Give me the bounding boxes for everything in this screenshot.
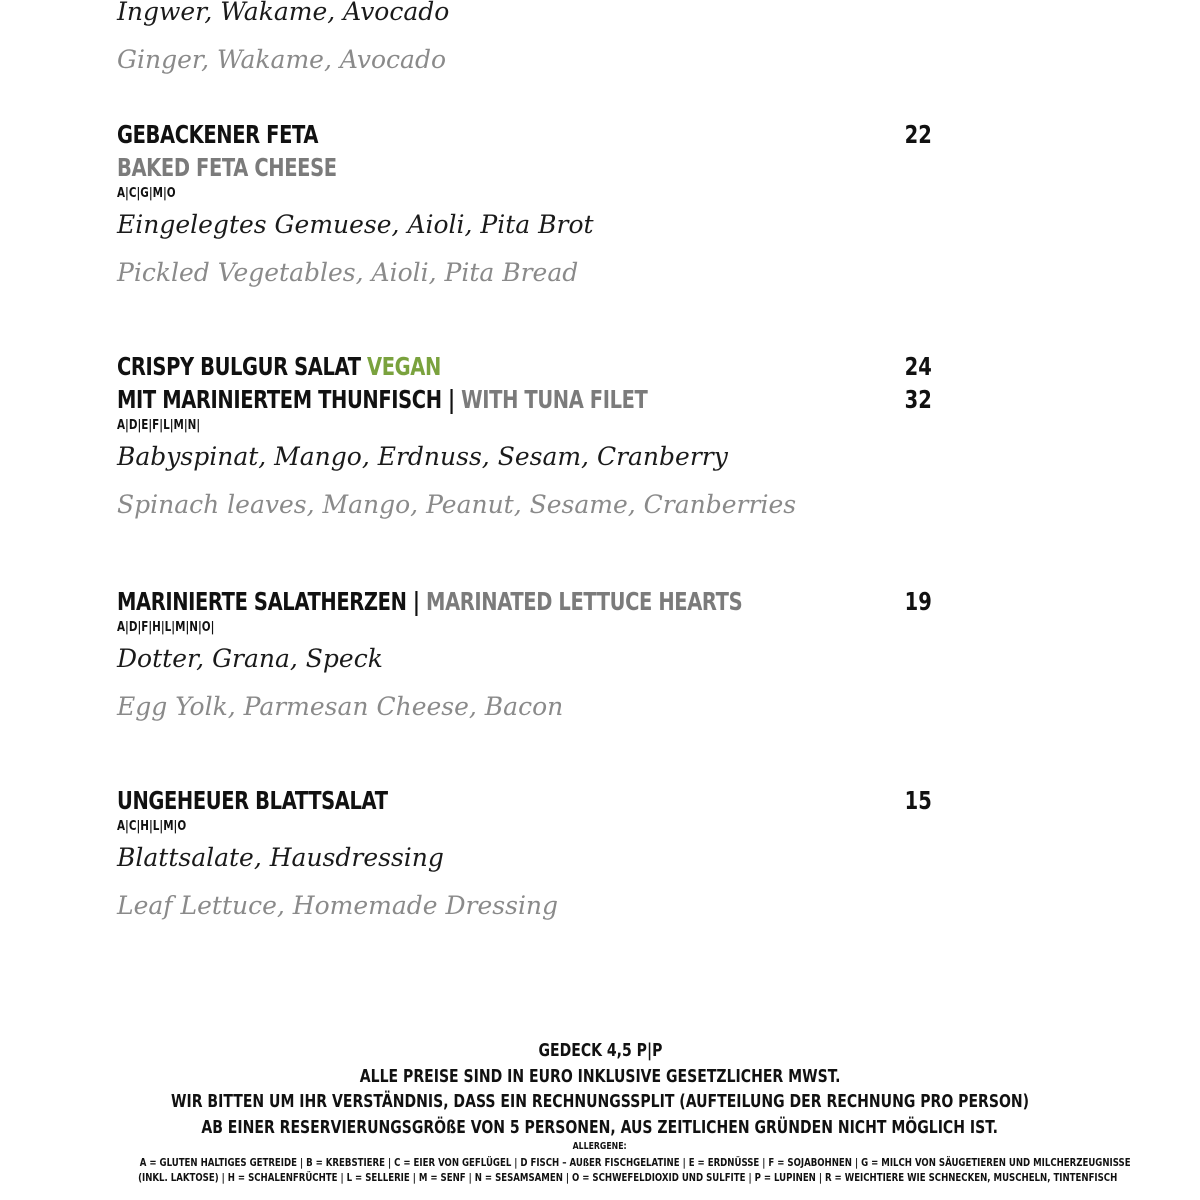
dish-description-de: Ingwer, Wakame, Avocado — [117, 0, 450, 26]
dish-price: 22 — [904, 120, 932, 149]
dish-description-en: Pickled Vegetables, Aioli, Pita Bread — [117, 258, 579, 287]
menu-item-top — [117, 0, 932, 78]
dish-allergens: A|C|G|M|O — [117, 186, 176, 201]
allergens-heading — [0, 1140, 1200, 1153]
split-note-line-2 — [0, 1115, 1200, 1141]
dish-allergens: A|C|H|L|M|O — [117, 819, 187, 834]
dish-allergens: A|D|F|H|L|M|N|O| — [117, 620, 215, 635]
dish-description-en: Ginger, Wakame, Avocado — [117, 45, 447, 74]
prices-note — [0, 1064, 1200, 1090]
dish-description-en: Leaf Lettuce, Homemade Dressing — [117, 891, 559, 920]
dish-title-row — [117, 585, 932, 618]
dish-title: UNGEHEUER BLATTSALAT — [117, 786, 388, 815]
vegan-badge: VEGAN — [367, 352, 441, 381]
menu-footer — [0, 1038, 1200, 1185]
dish-title-en: BAKED FETA CHEESE — [117, 153, 337, 182]
allergens-heading-text: ALLERGENE: — [572, 1141, 628, 1152]
dish-description-de: Blattsalate, Hausdressing — [117, 843, 444, 872]
split-note-text-1: WIR BITTEN UM IHR VERSTÄNDNIS, DASS EIN RECHNUNGSSPLIT (AUFTEILUNG DER RECHNUNG PRO PERSON) — [170, 1091, 1030, 1112]
dish-addon-price: 32 — [904, 385, 932, 414]
split-note-text-2: AB EINER RESERVIERUNGSGRÖßE VON 5 PERSONEN, AUS ZEITLICHEN GRÜNDEN NICHT MÖGLICH IST. — [201, 1116, 999, 1138]
dish-price: 19 — [904, 587, 932, 616]
menu-item-crispy-bulgur-salat — [117, 350, 932, 523]
dish-allergens: A|D|E|F|L|M|N| — [117, 418, 201, 433]
prices-note-text: ALLE PREISE SIND IN EURO INKLUSIVE GESETZLICHER MWST. — [359, 1065, 841, 1087]
menu-item-marinierte-salatherzen — [117, 585, 932, 725]
dish-addon-de: MIT MARINIERTEM THUNFISCH | — [117, 385, 455, 414]
allergens-legend-line-2 — [0, 1170, 1200, 1185]
dish-addon — [117, 383, 753, 416]
dish-title-de: MARINIERTE SALATHERZEN | — [117, 587, 420, 616]
dish-title: GEBACKENER FETA — [117, 120, 319, 149]
dish-description-en: Egg Yolk, Parmesan Cheese, Bacon — [117, 692, 564, 721]
dish-title — [117, 350, 753, 383]
dish-description-en: Spinach leaves, Mango, Peanut, Sesame, Cranberries — [117, 490, 797, 519]
allergens-legend-line-1 — [0, 1155, 1200, 1170]
dish-addon-en: WITH TUNA FILET — [461, 385, 648, 414]
dish-title-row — [117, 118, 932, 151]
menu-item-gebackener-feta — [117, 118, 932, 291]
dish-description-de: Dotter, Grana, Speck — [117, 644, 383, 673]
split-note-line-1 — [0, 1089, 1200, 1115]
cover-charge-text: GEDECK 4,5 P|P — [538, 1040, 662, 1061]
allergens-legend-text-1: A = GLUTEN HALTIGES GETREIDE | B = KREBSTIERE | C = EIER VON GEFLÜGEL | D FISCH – AUßER FISCHGELATINE | E = ERDNÜSSE | F = SOJABOHNEN | G = MILCH VON SÄUGETIEREN UND MILCHERZEUGNISSE — [139, 1156, 1131, 1169]
dish-title-en: MARINATED LETTUCE HEARTS — [426, 587, 743, 616]
dish-price: 24 — [904, 352, 932, 381]
dish-title-text: CRISPY BULGUR SALAT — [117, 352, 361, 381]
dish-title — [117, 585, 753, 618]
dish-description-de: Babyspinat, Mango, Erdnuss, Sesam, Cranberry — [117, 442, 728, 471]
dish-title-row — [117, 350, 932, 383]
menu-item-ungeheuer-blattsalat — [117, 784, 932, 924]
dish-price: 15 — [904, 786, 932, 815]
dish-description-de: Eingelegtes Gemuese, Aioli, Pita Brot — [117, 210, 594, 239]
dish-addon-row — [117, 383, 932, 416]
cover-charge — [0, 1038, 1200, 1064]
dish-title-row — [117, 784, 932, 817]
allergens-legend-text-2: (INKL. LAKTOSE) | H = SCHALENFRÜCHTE | L = SELLERIE | M = SENF | N = SESAMSAMEN | O = SCHWEFELDIOXID UND SULFITE | P = LUPINEN | R = WEICHTIERE WIE SCHNECKEN, MUSCHELN, TINTENFISCH — [138, 1171, 1118, 1184]
